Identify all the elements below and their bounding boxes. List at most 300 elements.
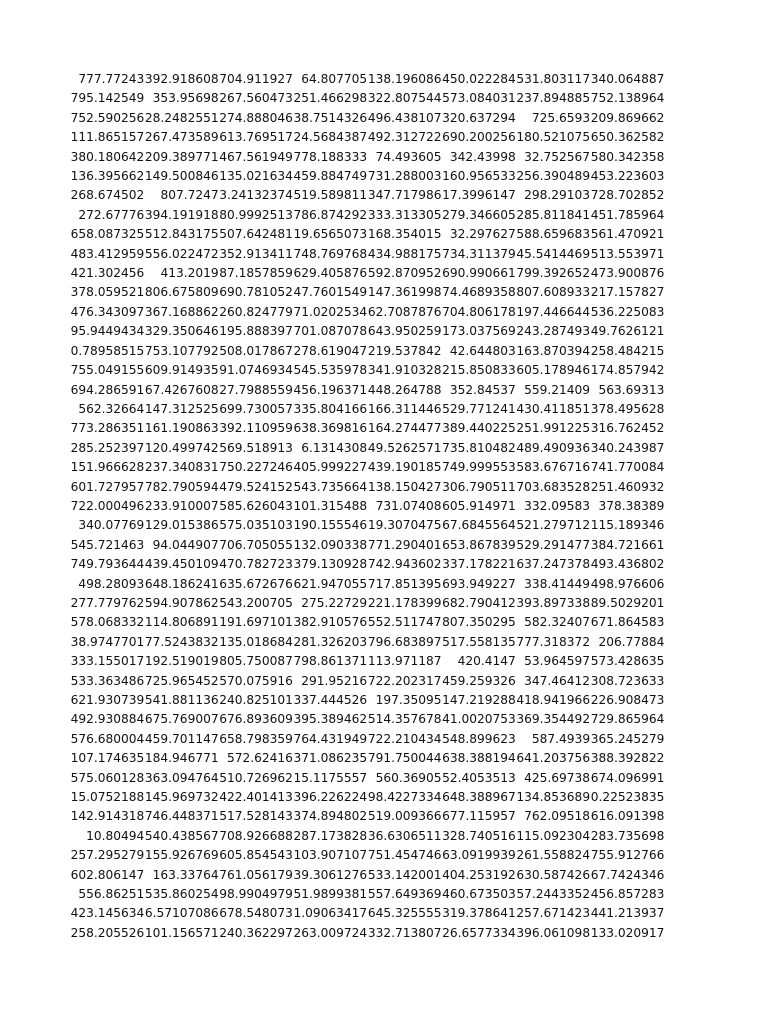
table-row: [70, 827, 664, 846]
table-row: [70, 70, 664, 89]
table-cell: 459.259326: [442, 673, 516, 688]
table-cell: 535.860254: [144, 887, 219, 902]
table-cell: 585.626043: [219, 498, 293, 513]
table-cell: 190.155546: [293, 518, 368, 533]
table-cell: 587.4939: [531, 731, 591, 746]
table-cell: 529.291477: [516, 537, 591, 552]
table-cell: 129.015386: [144, 518, 219, 533]
table-cell: 755.912766: [590, 848, 665, 863]
table-cell: 136.395662: [70, 169, 145, 184]
table-cell: 512.843175: [144, 227, 219, 242]
table-cell: 260.824779: [219, 304, 293, 319]
table-cell: 722.202317: [367, 673, 442, 688]
table-cell: 616.091398: [590, 809, 665, 824]
table-row: [70, 749, 664, 768]
table-cell: 342.43998: [449, 149, 516, 164]
table-cell: 367.168862: [144, 304, 219, 319]
table-row: [70, 866, 664, 885]
table-cell: 492.312722: [367, 130, 442, 145]
table-cell: 605.854543: [219, 848, 293, 863]
table-cell: 347.717986: [367, 188, 442, 203]
table-cell: 6.57107086: [144, 906, 219, 921]
table-cell: 701.087078: [293, 324, 368, 339]
table-cell: 19.3070475: [367, 518, 442, 533]
table-cell: 77.5243832: [144, 634, 219, 649]
table-row: [70, 342, 664, 361]
table-cell: 563.69313: [598, 382, 665, 397]
table-cell: 609.914935: [144, 363, 219, 378]
table-cell: 805.750087: [219, 654, 293, 669]
table-cell: 392.110959: [219, 421, 293, 436]
table-cell: 734.311379: [442, 246, 516, 261]
table-cell: 306.790511: [442, 479, 516, 494]
table-cell: 258.484215: [590, 343, 665, 358]
table-cell: 147.361998: [367, 285, 442, 300]
table-cell: 648.388967: [442, 790, 516, 805]
table-cell: 517.558135: [442, 634, 516, 649]
table-cell: 42.644803: [449, 343, 516, 358]
table-cell: 735.810482: [442, 440, 516, 455]
table-row: [70, 264, 664, 283]
table-cell: 690.781052: [219, 285, 293, 300]
table-cell: 52.4053513: [442, 770, 516, 785]
table-cell: 291.95216: [301, 673, 368, 688]
table-cell: 791.750044: [367, 751, 442, 766]
table-cell: 459.701147: [144, 731, 219, 746]
table-cell: 796.683897: [367, 634, 442, 649]
table-row: [70, 633, 664, 652]
table-cell: 492.930884: [70, 712, 145, 727]
table-cell: 180.521075: [516, 130, 591, 145]
table-row: [70, 904, 664, 923]
table-cell: 752.590256: [70, 110, 145, 125]
table-cell: 807.7247: [160, 188, 219, 203]
table-cell: 728.702852: [590, 188, 665, 203]
table-cell: 333.155017: [70, 654, 145, 669]
table-cell: 483.412959: [70, 246, 145, 261]
table-cell: 74.4689358: [442, 285, 516, 300]
table-cell: 557.649369: [367, 887, 442, 902]
table-cell: 115.189346: [590, 518, 665, 533]
table-cell: 807.350295: [442, 615, 516, 630]
table-cell: 237.894885: [516, 91, 591, 106]
table-cell: 621.930739: [70, 693, 145, 707]
table-cell: 755.049155: [70, 363, 145, 378]
table-cell: 114.806891: [144, 615, 219, 630]
table-cell: 89.5029201: [590, 595, 665, 610]
table-cell: 395.389462: [293, 712, 368, 727]
table-cell: 653.867839: [442, 537, 516, 552]
table-cell: 47.7601549: [293, 285, 368, 300]
table-cell: 15.0752188: [70, 790, 145, 805]
table-cell: 267.560473: [219, 91, 293, 106]
table-cell: 575.035103: [219, 518, 293, 533]
table-cell: 473.900876: [590, 266, 665, 281]
table-cell: 545.535978: [293, 363, 368, 378]
table-row: [70, 807, 664, 826]
table-cell: 498.28093: [78, 576, 145, 591]
table-cell: 706.705055: [219, 537, 293, 552]
table-cell: 374.894802: [293, 809, 368, 824]
table-cell: 352.913411: [219, 246, 293, 261]
table-cell: 256.390489: [516, 169, 591, 184]
table-row: [70, 846, 664, 865]
table-cell: 161.190863: [144, 421, 219, 436]
table-cell: 675.769007: [144, 712, 219, 727]
table-cell: 576.680004: [70, 731, 145, 746]
table-cell: 806.675809: [144, 285, 219, 300]
table-cell: 393.897338: [516, 595, 591, 610]
table-cell: 133.020917: [590, 925, 665, 940]
table-cell: 215.850833: [442, 363, 516, 378]
table-cell: 261.558824: [516, 848, 591, 863]
table-cell: 601.727957: [70, 479, 145, 494]
table-row: [70, 225, 664, 244]
table-cell: 748.769768: [293, 246, 368, 261]
table-cell: 41.0020753: [442, 712, 516, 727]
table-cell: 582.32407: [524, 615, 591, 630]
table-cell: 645.325555: [367, 906, 442, 921]
table-cell: 237.340831: [144, 460, 219, 475]
table-cell: 795.142549: [70, 91, 145, 106]
table-cell: 107.174635: [70, 751, 145, 766]
table-cell: 541.881136: [144, 693, 219, 707]
table-cell: 337.444526: [293, 693, 368, 707]
table-cell: 71.0202534: [293, 304, 368, 319]
table-cell: 635.672676: [219, 576, 293, 591]
table-cell: 771.290401: [367, 537, 442, 552]
table-cell: 67.6845564: [442, 518, 516, 533]
table-cell: 434.988175: [367, 246, 442, 261]
table-cell: 507.642481: [219, 227, 293, 242]
table-cell: 729.865964: [590, 712, 665, 727]
table-cell: 151.966628: [70, 460, 145, 475]
table-cell: 268.674502: [70, 188, 145, 203]
table-cell: 322.807544: [367, 91, 442, 106]
table-cell: 3.24132374: [219, 188, 293, 203]
table-cell: 332.09583: [524, 498, 591, 513]
table-cell: 1.09063417: [293, 906, 368, 921]
table-row: [70, 710, 664, 729]
table-cell: 74.493605: [375, 149, 442, 164]
table-cell: 353.95698: [152, 91, 219, 106]
table-cell: 338.41449: [524, 576, 591, 591]
table-cell: 378.059521: [70, 285, 145, 300]
table-cell: 562.32664: [78, 401, 145, 416]
table-cell: 764.431949: [293, 731, 368, 746]
table-cell: 704.911927: [219, 72, 293, 86]
table-cell: 221.178399: [367, 595, 442, 610]
table-cell: 32.752567: [524, 149, 591, 164]
table-cell: 49.7626121: [590, 324, 665, 339]
table-cell: 489.490936: [516, 440, 591, 455]
table-cell: 638.369816: [293, 421, 368, 436]
table-cell: 115.092304: [516, 828, 591, 843]
table-cell: 19.6565073: [293, 227, 368, 242]
table-cell: 798.861371: [293, 654, 368, 669]
table-cell: 753.107792: [144, 343, 219, 358]
table-cell: 209.389771: [144, 149, 219, 164]
table-cell: 459.884749: [293, 169, 368, 184]
table-cell: 38.9747701: [70, 634, 145, 649]
table-cell: 378.495628: [590, 401, 665, 416]
table-cell: 572.62416: [226, 751, 293, 766]
table-row: [70, 769, 664, 788]
table-cell: 450.022284: [442, 72, 516, 86]
table-cell: 160.956533: [442, 169, 516, 184]
table-cell: 64.807705: [301, 72, 368, 86]
table-row: [70, 924, 664, 943]
table-cell: 27.7988559: [219, 382, 293, 397]
table-cell: 460.673503: [442, 887, 516, 902]
table-cell: 101.156571: [144, 925, 219, 940]
table-cell: 394.191918: [144, 207, 219, 222]
table-cell: 389.440225: [442, 421, 516, 436]
table-cell: 168.354015: [367, 227, 442, 242]
table-cell: 453.223603: [590, 169, 665, 184]
table-cell: 529.771241: [442, 401, 516, 416]
table-cell: 340.064887: [590, 72, 665, 86]
table-cell: 274.888046: [219, 110, 293, 125]
table-row: [70, 419, 664, 438]
table-cell: 263.009724: [293, 925, 368, 940]
table-cell: 275.22729: [301, 595, 368, 610]
table-cell: 226.908473: [590, 693, 665, 707]
table-cell: 164.274477: [367, 421, 442, 436]
table-cell: 279.346605: [442, 207, 516, 222]
table-cell: 641.203756: [516, 751, 591, 766]
table-cell: 32.297627: [449, 227, 516, 242]
table-cell: 174.857942: [590, 363, 665, 378]
table-cell: 533.142001: [367, 867, 442, 882]
table-cell: 251.460932: [590, 479, 665, 494]
table-body: [70, 70, 664, 943]
table-cell: 382.910576: [293, 615, 368, 630]
table-cell: 677.115957: [442, 809, 516, 824]
table-row: [70, 148, 664, 167]
table-row: [70, 497, 664, 516]
table-cell: 418.941966: [516, 693, 591, 707]
table-cell: 404.253192: [442, 867, 516, 882]
data-sheet: [70, 70, 664, 943]
table-cell: 552.511747: [367, 615, 442, 630]
table-cell: 308.723633: [590, 673, 665, 688]
table-cell: 421.302456: [70, 266, 145, 281]
table-cell: 690.990661: [442, 266, 516, 281]
table-cell: 602.806147: [70, 867, 145, 882]
table-cell: 694.286591: [70, 382, 145, 397]
table-row: [70, 128, 664, 147]
table-cell: 629.405876: [293, 266, 368, 281]
table-cell: 708.926688: [219, 828, 293, 843]
table-cell: 135.021634: [219, 169, 293, 184]
table-cell: 613.769517: [219, 130, 293, 145]
table-cell: 761.056179: [219, 867, 293, 882]
table-cell: 630.587426: [516, 867, 591, 882]
table-cell: 741.770084: [590, 460, 665, 475]
table-cell: 0.78958515: [70, 343, 145, 358]
table-cell: 6.1314308: [301, 440, 368, 455]
table-cell: 95.9449434: [70, 324, 145, 339]
table-cell: 742.943602: [367, 557, 442, 572]
table-cell: 206.77884: [598, 634, 665, 649]
table-cell: 15.1175557: [293, 770, 368, 785]
table-cell: 569.518913: [219, 440, 293, 455]
table-cell: 533.363486: [70, 673, 145, 688]
table-cell: 731.07408: [375, 498, 442, 513]
table-cell: 786.874292: [293, 207, 368, 222]
table-cell: 704.806178: [442, 304, 516, 319]
table-cell: 388.392822: [590, 751, 665, 766]
table-row: [70, 89, 664, 108]
table-cell: 277.779762: [70, 595, 145, 610]
table-cell: 678.548073: [219, 906, 293, 921]
table-cell: 26.6577334: [442, 925, 516, 940]
table-cell: 456.857283: [590, 887, 665, 902]
table-cell: 658.087325: [70, 227, 145, 242]
table-cell: 67.7424346: [590, 867, 665, 882]
table-cell: 149.500846: [144, 169, 219, 184]
table-cell: 363.094764: [144, 770, 219, 785]
table-cell: 548.899623: [442, 731, 516, 746]
table-cell: 371.086235: [293, 751, 368, 766]
table-cell: 352.84537: [449, 382, 516, 397]
table-cell: 173.037569: [442, 324, 516, 339]
table-cell: 559.21409: [524, 382, 591, 397]
table-cell: 693.949227: [442, 576, 516, 591]
table-row: [70, 400, 664, 419]
table-cell: 643.950259: [367, 324, 442, 339]
table-cell: 243.287493: [516, 324, 591, 339]
table-cell: 514.357678: [367, 712, 442, 727]
table-cell: 448.264788: [367, 382, 442, 397]
table-cell: 671.864583: [590, 615, 665, 630]
table-cell: 580.342358: [590, 149, 665, 164]
table-cell: 337.178221: [442, 557, 516, 572]
table-cell: 192.519019: [144, 654, 219, 669]
table-row: [70, 613, 664, 632]
table-cell: 233.910007: [144, 498, 219, 513]
table-cell: 430.411851: [516, 401, 591, 416]
table-cell: 67.4267608: [144, 382, 219, 397]
table-cell: 762.09518: [524, 809, 591, 824]
table-cell: 392.918608: [144, 72, 219, 86]
table-cell: 731.288003: [367, 169, 442, 184]
table-cell: 588.659683: [516, 227, 591, 242]
table-cell: 0.22523835: [590, 790, 665, 805]
table-cell: 38.7514326: [293, 110, 368, 125]
table-cell: 575.060128: [70, 770, 145, 785]
table-cell: 328.740516: [442, 828, 516, 843]
table-cell: 413.2019: [160, 266, 219, 281]
table-cell: 605.914971: [442, 498, 516, 513]
table-cell: 135.018684: [219, 634, 293, 649]
table-cell: 690.200256: [442, 130, 516, 145]
table-cell: 513.553971: [590, 246, 665, 261]
table-row: [70, 691, 664, 710]
table-row: [70, 516, 664, 535]
table-cell: 722.000496: [70, 498, 145, 513]
table-cell: 329.350646: [144, 324, 219, 339]
table-cell: 197.35095: [375, 693, 442, 707]
table-row: [70, 361, 664, 380]
table-cell: 751.454746: [367, 848, 442, 863]
table-cell: 476.343097: [70, 304, 145, 319]
table-cell: 113.971187: [367, 654, 442, 669]
table-cell: 749.999553: [442, 460, 516, 475]
table-cell: 195.888397: [219, 324, 293, 339]
table-cell: 341.910328: [367, 363, 442, 378]
table-cell: 699.730057: [219, 401, 293, 416]
table-cell: 531.803117: [516, 72, 591, 86]
table-cell: 17.3996147: [442, 188, 516, 203]
table-cell: 251.991225: [516, 421, 591, 436]
table-cell: 281.326203: [293, 634, 368, 649]
table-cell: 51.9899381: [293, 887, 368, 902]
table-cell: 369.354492: [516, 712, 591, 727]
table-cell: 396.061098: [516, 925, 591, 940]
table-cell: 257.295279: [70, 848, 145, 863]
table-cell: 496.438107: [367, 110, 442, 125]
table-cell: 682.790412: [442, 595, 516, 610]
table-cell: 120.499742: [144, 440, 219, 455]
table-cell: 510.726962: [219, 770, 293, 785]
table-row: [70, 536, 664, 555]
table-cell: 479.524152: [219, 479, 293, 494]
table-row: [70, 283, 664, 302]
table-row: [70, 439, 664, 458]
table-cell: 545.721463: [70, 537, 145, 552]
table-cell: 519.589811: [293, 188, 368, 203]
table-cell: 251.466298: [293, 91, 368, 106]
table-cell: 335.804166: [293, 401, 368, 416]
table-cell: 420.4147: [457, 654, 516, 669]
table-cell: 423.145634: [70, 906, 145, 921]
table-cell: 219.537842: [367, 343, 442, 358]
table-cell: 49.5262571: [367, 440, 442, 455]
table-cell: 98.4227334: [367, 790, 442, 805]
table-cell: 340.07769: [78, 518, 145, 533]
table-cell: 163.33764: [152, 867, 219, 882]
table-cell: 650.362582: [590, 130, 665, 145]
table-cell: 142.914318: [70, 809, 145, 824]
table-cell: 782.790594: [144, 479, 219, 494]
table-cell: 240.825101: [219, 693, 293, 707]
table-cell: 658.798359: [219, 731, 293, 746]
table-row: [70, 303, 664, 322]
table-cell: 365.245279: [590, 731, 665, 746]
table-cell: 94.044907: [152, 537, 219, 552]
table-cell: 725.6593: [531, 110, 591, 125]
table-cell: 36.6306511: [367, 828, 442, 843]
table-cell: 197.446644: [516, 304, 591, 319]
table-cell: 134.853689: [516, 790, 591, 805]
table-cell: 257.671423: [516, 906, 591, 921]
table-cell: 422.401413: [219, 790, 293, 805]
table-cell: 592.870952: [367, 266, 442, 281]
table-cell: 320.637294: [442, 110, 516, 125]
table-cell: 384.721661: [590, 537, 665, 552]
table-cell: 319.378641: [442, 906, 516, 921]
table-cell: 439.190185: [367, 460, 442, 475]
table-cell: 57.2443352: [516, 887, 591, 902]
table-cell: 240.362297: [219, 925, 293, 940]
table-cell: 347.46412: [524, 673, 591, 688]
table-cell: 138.150427: [367, 479, 442, 494]
table-cell: 807.608933: [516, 285, 591, 300]
table-cell: 24.5684387: [293, 130, 368, 145]
table-cell: 717.851395: [367, 576, 442, 591]
